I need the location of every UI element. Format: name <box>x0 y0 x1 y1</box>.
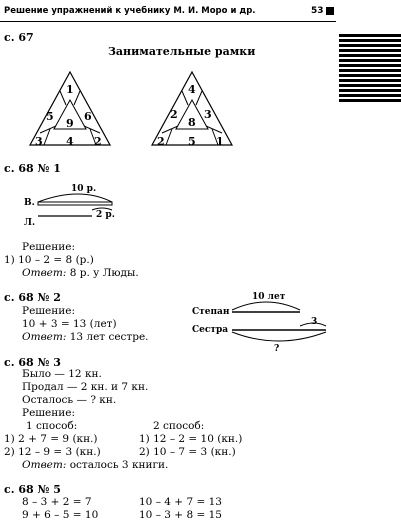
t1-cell-bottom-mid: 4 <box>66 135 74 148</box>
solution-1-line1: 1) 10 – 2 = 8 (р.) <box>4 254 94 266</box>
heading-p68-5: с. 68 № 5 <box>4 483 61 496</box>
t2-cell-top: 4 <box>188 83 196 96</box>
t1-cell-right: 6 <box>84 110 92 123</box>
heading-p68-3: с. 68 № 3 <box>4 356 61 369</box>
expr-1a: 8 – 3 + 2 = 7 <box>22 496 92 508</box>
way-2-step-2: 2) 10 – 7 = 3 (кн.) <box>139 446 236 458</box>
expr-1b: 10 – 4 + 7 = 13 <box>139 496 222 508</box>
way-1-label: 1 способ: <box>26 420 78 432</box>
expr-2b: 10 – 3 + 8 = 15 <box>139 509 222 521</box>
label-l: Л. <box>24 218 36 228</box>
t2-cell-right: 3 <box>204 108 212 121</box>
label-3: 3 <box>311 317 318 327</box>
label-question: ? <box>274 344 280 354</box>
header-rule <box>0 21 336 22</box>
answer-label: Ответ: <box>22 267 67 279</box>
t2-cell-bottom-mid: 5 <box>188 135 196 148</box>
t2-cell-bottom-right: 1 <box>216 135 224 148</box>
condition-1: Было — 12 кн. <box>22 368 102 380</box>
magic-triangle-1 <box>30 72 120 148</box>
heading-p68-2: с. 68 № 2 <box>4 291 61 304</box>
label-2r: 2 р. <box>96 210 115 220</box>
margin-stripes-icon <box>339 34 401 104</box>
answer-label: Ответ: <box>22 331 67 343</box>
t1-cell-bottom-right: 2 <box>94 135 102 148</box>
header-square-icon <box>326 7 334 15</box>
diagram-ages <box>228 296 338 356</box>
way-1-step-2: 2) 12 – 9 = 3 (кн.) <box>4 446 101 458</box>
magic-triangle-2 <box>152 72 242 148</box>
heading-p67: с. 67 <box>4 31 34 44</box>
t2-cell-center: 8 <box>188 116 196 129</box>
title-magic-frames: Занимательные рамки <box>108 45 256 58</box>
t1-cell-top: 1 <box>66 83 74 96</box>
solution-label-3: Решение: <box>22 407 76 419</box>
t1-cell-left: 5 <box>46 110 54 123</box>
condition-2: Продал — 2 кн. и 7 кн. <box>22 381 149 393</box>
t2-cell-left: 2 <box>170 108 178 121</box>
t1-cell-bottom-left: 3 <box>35 135 43 148</box>
page-number: 53 <box>311 6 324 16</box>
label-10-let: 10 лет <box>252 292 286 302</box>
label-10r: 10 р. <box>71 184 97 194</box>
label-stepan: Степан <box>192 307 230 317</box>
answer-text: 8 р. у Люды. <box>66 267 139 279</box>
answer-2 <box>22 331 149 343</box>
answer-text: осталось 3 книги. <box>66 459 169 471</box>
way-2-label: 2 способ: <box>153 420 205 432</box>
expr-2a: 9 + 6 – 5 = 10 <box>22 509 99 521</box>
answer-1 <box>22 267 139 279</box>
answer-text: 13 лет сестре. <box>66 331 149 343</box>
answer-label: Ответ: <box>22 459 67 471</box>
way-2-step-1: 1) 12 – 2 = 10 (кн.) <box>139 433 243 445</box>
label-v: В. <box>24 198 35 208</box>
page-header <box>0 3 401 20</box>
solution-label-1: Решение: <box>22 241 76 253</box>
label-sestra: Сестра <box>192 325 229 335</box>
answer-3 <box>22 459 168 471</box>
condition-3: Осталось — ? кн. <box>22 394 117 406</box>
header-title: Решение упражнений к учебнику М. И. Моро и др. <box>4 6 256 16</box>
t1-cell-center: 9 <box>66 117 74 130</box>
solution-label-2: Решение: <box>22 305 76 317</box>
heading-p68-1: с. 68 № 1 <box>4 162 61 175</box>
way-1-step-1: 1) 2 + 7 = 9 (кн.) <box>4 433 98 445</box>
solution-2-line1: 10 + 3 = 13 (лет) <box>22 318 117 330</box>
t2-cell-bottom-left: 2 <box>157 135 165 148</box>
